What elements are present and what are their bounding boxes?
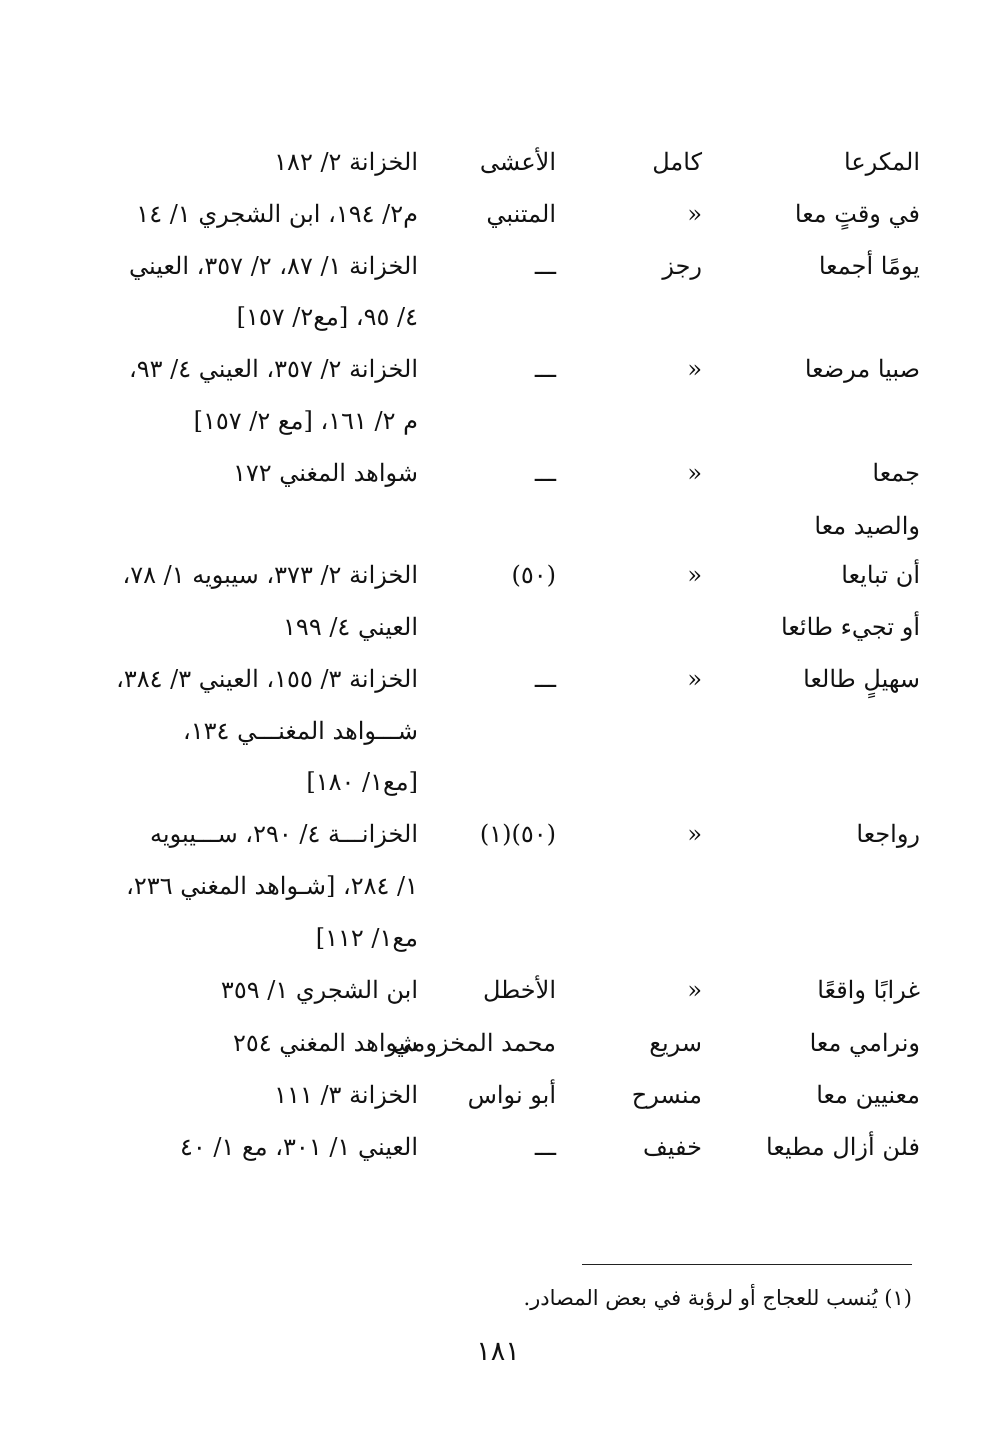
verse-ending: والصيد معا xyxy=(814,512,920,540)
poet: ـــ xyxy=(534,355,556,383)
source-reference: شـــواهد المغنـــي ١٣٤، xyxy=(183,717,418,745)
meter: « xyxy=(687,665,702,693)
source-reference: العيني ١/ ٣٠١، مع ١/ ٤٠ xyxy=(180,1133,418,1161)
meter: « xyxy=(687,561,702,589)
source-reference: الخزانة ٣/ ١٥٥، العيني ٣/ ٣٨٤، xyxy=(116,665,418,693)
poet: محمد المخزومي xyxy=(392,1029,556,1057)
poet: (٥٠) xyxy=(511,561,556,589)
poet: ـــ xyxy=(534,1133,556,1161)
meter: رجز xyxy=(662,252,702,280)
meter: « xyxy=(687,820,702,848)
footnote: (١) يُنسب للعجاج أو لرؤبة في بعض المصادر. xyxy=(523,1286,912,1310)
source-reference: الخزانة ٣/ ١١١ xyxy=(274,1081,418,1109)
source-reference: الخزانة ٢/ ٣٥٧، العيني ٤/ ٩٣، xyxy=(128,355,418,383)
source-reference: م ٢/ ١٦١، [مع ٢/ ١٥٧] xyxy=(193,407,418,435)
source-reference: م٢/ ١٩٤، ابن الشجري ١/ ١٤ xyxy=(136,200,418,228)
verse-ending: رواجعا xyxy=(856,820,920,848)
source-reference: [مع١/ ١٨٠] xyxy=(306,768,418,796)
poet: ـــ xyxy=(534,252,556,280)
source-reference: ١/ ٢٨٤، [شـواهد المغني ٢٣٦، xyxy=(126,872,418,900)
poet: ـــ xyxy=(534,665,556,693)
verse-ending: سهيلٍ طالعا xyxy=(803,665,920,693)
meter: « xyxy=(687,976,702,1004)
meter: سريع xyxy=(649,1029,702,1057)
source-reference: الخزانة ٢/ ٣٧٣، سيبويه ١/ ٧٨، xyxy=(122,561,418,589)
meter: منسرح xyxy=(631,1081,702,1109)
verse-ending: المكرعا xyxy=(844,148,920,176)
source-reference: الخزانة ٢/ ١٨٢ xyxy=(274,148,418,176)
source-reference: شواهد المغني ٢٥٤ xyxy=(232,1029,418,1057)
poet: الأخطل xyxy=(482,976,556,1004)
poet: أبو نواس xyxy=(467,1081,556,1109)
verse-ending: غرابًا واقعًا xyxy=(817,976,920,1004)
source-reference: العيني ٤/ ١٩٩ xyxy=(283,613,418,641)
meter: كامل xyxy=(652,148,702,176)
source-reference: الخزانة ١/ ٨٧، ٢/ ٣٥٧، العيني xyxy=(128,252,418,280)
meter: « xyxy=(687,200,702,228)
verse-ending: فلن أزال مطيعا xyxy=(766,1133,920,1161)
poet: الأعشى xyxy=(479,148,556,176)
meter: « xyxy=(687,355,702,383)
source-reference: ٤/ ٩٥، [مع٢/ ١٥٧] xyxy=(236,303,418,331)
verse-ending: جمعا xyxy=(872,459,920,487)
verse-ending: أو تجيء طائعا xyxy=(781,613,920,641)
verse-ending: صبيا مرضعا xyxy=(804,355,920,383)
source-reference: مع١/ ١١٢] xyxy=(315,924,418,952)
footnote-separator xyxy=(582,1264,912,1265)
verse-ending: معنيين معا xyxy=(816,1081,920,1109)
verse-ending: يومًا أجمعا xyxy=(818,252,920,280)
page-number: ١٨١ xyxy=(476,1336,520,1367)
poet: (٥٠)(١) xyxy=(479,820,556,848)
verse-ending: أن تبايعا xyxy=(841,561,920,589)
verse-ending: في وقتٍ معا xyxy=(794,200,920,228)
verse-ending: ونرامي معا xyxy=(809,1029,920,1057)
poet: ـــ xyxy=(534,459,556,487)
poet: المتنبي xyxy=(486,200,556,228)
source-reference: شواهد المغني ١٧٢ xyxy=(232,459,418,487)
meter: « xyxy=(687,459,702,487)
source-reference: ابن الشجري ١/ ٣٥٩ xyxy=(220,976,418,1004)
meter: خفيف xyxy=(642,1133,702,1161)
source-reference: الخزانـــة ٤/ ٢٩٠، ســـيبويه xyxy=(150,820,418,848)
